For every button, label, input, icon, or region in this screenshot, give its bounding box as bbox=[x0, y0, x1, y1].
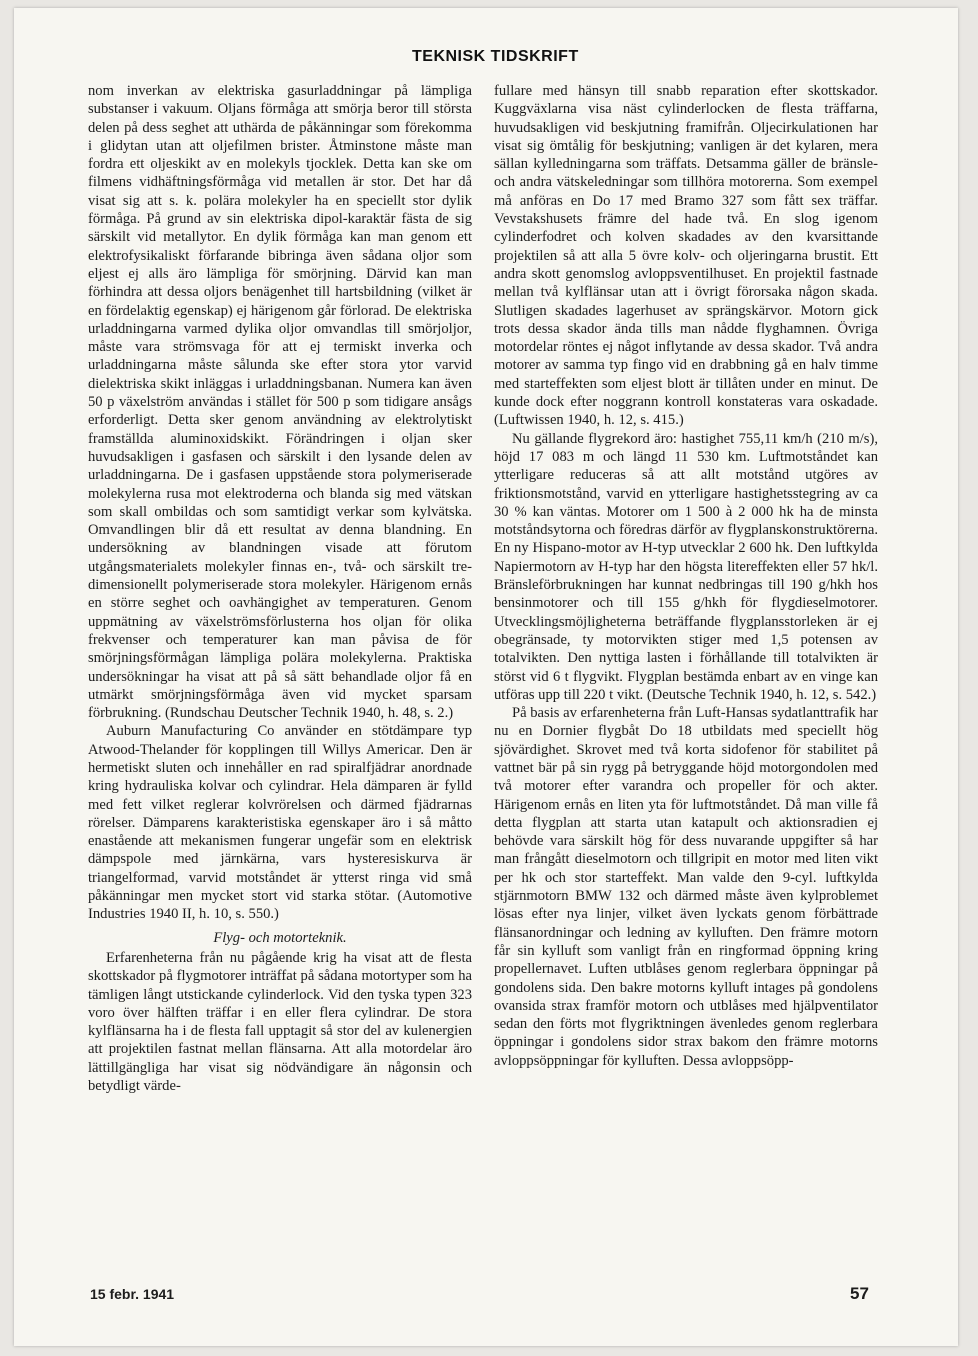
page-sheet bbox=[14, 8, 958, 1346]
right-column bbox=[494, 82, 878, 1070]
left-paragraph-3: Erfarenheterna från nu pågående krig ha visat att de flesta skottskador på flygmotorer inträffat på sådana motortyper som ha tämligen långt utstickande cylinderlock. Vid den tyska typen 323 voro över hälften träffar i en eller flera cylindrar. De stora kylflänsarna ha i de flesta fall upptagit så stor del av kulenergien att projektilen fastnat mellan flänsarna. Att alla motordelar äro lättillgängliga har visat sig nödvändigare än någonsin och betydligt värde- bbox=[88, 949, 472, 1095]
left-paragraph-2: Auburn Manufacturing Co använder en stötdämpare typ Atwood-Thelander för kopplingen till Willys Americar. Den är hermetiskt sluten och innehåller en rad spiralfjädrar anordnade kring hydrauliska kolvar och cylindrar. Hela dämparen är fylld med fett vilket reglerar kolvrörelsen och därmed fjädrarnas rörelser. Dämparens karakteristiska egenskaper äro i så måtto enastående att mekanismen fungerar ungefär som en elektrisk dämpspole med järnkärna, vars hysteresiskurva är triangelformad, varvid motståndet är ytterst ringa vid små påkänningar men mycket stort vid starka stötar. (Automotive Industries 1940 II, h. 10, s. 550.) bbox=[88, 723, 472, 923]
right-paragraph-1: fullare med hänsyn till snabb reparation efter skottskador. Kuggväxlarna visa näst cylinderlocken de flesta träffarna, huvudsakligen vid beskjutning framifrån. Oljecirkulationen har visat sig ömtålig för beskjutning; vanligen är det kylaren, mera sällan kylledningarna som träffats. Detsamma gäller de bränsle- och andra vätskeledningar som tillhöra motorerna. Som exempel må anföras en Do 17 med Bramo 327 som fått sex träffar. Vevstakshusets främre del hade två. En slog igenom cylinderfodret och kolven skadades av den kvarsittande projektilen så att alla 5 övre kolv- och oljeringarna brustit. Ett andra skott genomslog avloppsventilhuset. En projektil fastnade mellan två kylflänsar utan att i övrigt förorsaka någon skada. Slutligen skadades lagerhuset av sprängskärvor. Motorn gick trots dessa skador ända tills man nådde flyghamnen. Övriga motordelar röntes ej något inflytande av dessa skador. Två andra motorer av samma typ fingo vid en drabbning gå en halv timme med starteffekten som eljest blott är tillåten under en minut. De kunde dock efter noggrann kontroll konstateras vara oskadade. (Luftwissen 1940, h. 12, s. 415.) bbox=[494, 83, 878, 429]
left-paragraph-1: nom inverkan av elektriska gasurladdningar på lämpliga substanser i vakuum. Oljans förmåga att smörja beror till största delen på dess seghet att uthärda de påkänningar som förekomma i glidytan utan att oljefilmen brister. Åtminstone måste man fordra ett oljeskikt av en molekyls tjocklek. Detta kan ske om filmens vidhäftningsförmåga vid metallen är stor. Det har då visat sig att s. k. polära molekyler ha en speciellt stor dylik förmåga. På grund av sin elektriska dipol-karaktär fästa de sig särskilt vid metallytor. En dylik förmåga kan man genom ett elektrofysikaliskt förfarande bibringa även sådana oljor som eljest ej alls äro lämpliga för smörjning. Därvid kan man förhindra att dessa oljors benägenhet till hartsbildning (vilket är en fördelaktig egenskap) ej härigenom går förlorad. De elektriska urladdningarna varmed dylika oljor omvandlas till smörjoljor, måste vara strömsvaga för att ej termiskt inverka och urladdningarna måste sålunda ske efter stora ytor varvid dielektriska skikt inläggas i urladdningsbanan. Numera kan även 50 p växelström användas i stället för 500 p som tidigare ansågs erforderligt. Detta sker genom användning av elektrolytiskt framställda aluminoxidskikt. Förändringen i oljan sker huvudsakligen i gasfasen och särskilt i den lysande delen av urladdningarna. De i gasfasen uppstående stora polymeriserade molekylerna rusa mot elektroderna och blanda sig med vätskan som skall ombildas och som samtidigt verkar som kylvätska. Omvandlingen blir då ett resultat av denna blandning. En undersökning av blandningen visade att förutom utgångsmaterialets molekyler finnas en-, två- och särskilt tre-dimensionellt polymeriserade stora molekyler. Härigenom ernås en större seghet och oavhängighet av temperaturen. Genom uppmätning av växelströmsförlusterna hos oljan för olika frekvenser och temperaturer kan man påvisa de för smörjningsförmågan lämpliga polära molekylerna. Praktiska undersökningar ha visat att på så sätt behandlade oljor få en utmärkt smörjningsförmåga även vid mycket sparsam förbrukning. (Rundschau Deutscher Technik 1940, h. 48, s. 2.) bbox=[88, 83, 472, 722]
right-paragraph-2: Nu gällande flygrekord äro: hastighet 755,11 km/h (210 m/s), höjd 17 083 m och längd 11 530 km. Luftmotståndet kan ytterligare reduceras så att allt motstånd utgöres av friktionsmotstånd, varvid en ytterligare hastighetsstegring av ca 30 % kan väntas. Motorer om 1 500 à 2 000 hk ha de minsta motståndsytorna och föredras därför av flygplanskonstruktörerna. En ny Hispano-motor av H-typ utvecklar 2 600 hk. Den luftkylda Napiermotorn av H-typ har den högsta litereffekten eller 57 hk/l. Bränsleförbrukningen har kunnat nedbringas till 190 g/hkh hos bensinmotorer och till 155 g/hkh för flygdieselmotorer. Utvecklingsmöjligheterna beträffande flygplansstorleken är ej obegränsade, ty motorvikten stiger med 1,5 potensen av totalvikten. Den nyttiga lasten i förhållande till totalvikten är störst vid 6 t flygvikt. Flygplan bestämda enbart av en vinge kan utföras upp till 220 t vikt. (Deutsche Technik 1940, h. 12, s. 542.) bbox=[494, 430, 878, 703]
journal-title: TEKNISK TIDSKRIFT bbox=[412, 48, 579, 65]
section-heading: Flyg- och motorteknik. bbox=[213, 929, 347, 946]
right-paragraph-3: På basis av erfarenheterna från Luft-Hansas sydatlanttrafik har nu en Dornier flygbåt Do 18 utbildats med speciellt hög sjövärdighet. Skrovet med två korta sidofenor för stabilitet på vattnet bär på sin rygg på betryggande höjd motorgondolen med två motorer efter varandra och propeller för och akter. Härigenom ernås en liten yta för luftmotståndet. Då man ville få detta flygplan att starta utan katapult och aktionsradien ej behövde vara särskilt hög för dess nuvarande uppgifter så har man frångått dieselmotorn och tillgripit en motor med liten vikt per hk och stor starteffekt. Man valde den 9-cyl. luftkylda stjärnmotorn BMW 132 och därmed måste även kylproblemet lösas efter nya linjer, vilket även lyckats genom förbättrade flänsanordningar och ledning av kylluften. Den främre motorn får sin kylluft som vanligt från en ringformad öppning kring propellernavet. Luften utblåses genom reglerbara öppningar på gondolens sida. Den bakre motorns kylluft intages på gondolens ovansida strax framför motorn och utblåses med hjälpventilator sedan den förts mot flygriktningen ävenledes genom reglerbara öppningar i gondolens sidor strax bakom den främre motorns avloppsöppningar för kylluften. Dessa avloppsöpp- bbox=[494, 705, 878, 1069]
issue-date: 15 febr. 1941 bbox=[90, 1286, 175, 1302]
left-column bbox=[88, 82, 472, 1095]
page-number: 57 bbox=[850, 1284, 869, 1303]
